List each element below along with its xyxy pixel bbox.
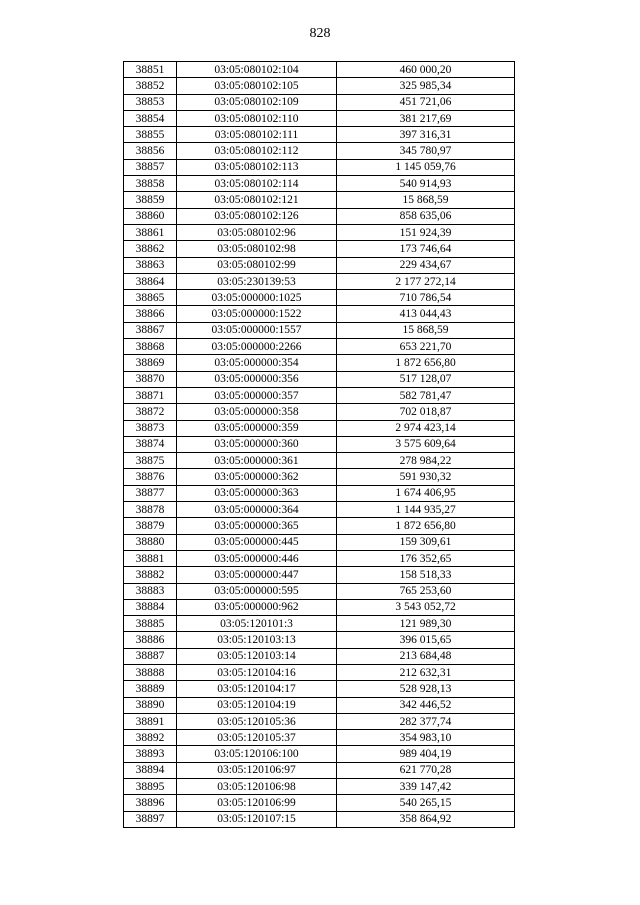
row-number-cell: 38862 bbox=[124, 241, 177, 257]
cadastral-number-cell: 03:05:000000:358 bbox=[177, 404, 337, 420]
table-row bbox=[124, 762, 515, 778]
cadastral-value-cell: 158 518,33 bbox=[337, 567, 515, 583]
cadastral-number-cell: 03:05:000000:595 bbox=[177, 583, 337, 599]
row-number-cell: 38872 bbox=[124, 404, 177, 420]
table-row bbox=[124, 664, 515, 680]
table-row bbox=[124, 420, 515, 436]
table-row bbox=[124, 208, 515, 224]
cadastral-value-cell: 381 217,69 bbox=[337, 110, 515, 126]
row-number-cell: 38871 bbox=[124, 387, 177, 403]
row-number-cell: 38897 bbox=[124, 811, 177, 827]
cadastral-number-cell: 03:05:120104:17 bbox=[177, 681, 337, 697]
cadastral-number-cell: 03:05:080102:99 bbox=[177, 257, 337, 273]
cadastral-value-cell: 121 989,30 bbox=[337, 616, 515, 632]
cadastral-number-cell: 03:05:080102:113 bbox=[177, 159, 337, 175]
cadastral-number-cell: 03:05:080102:98 bbox=[177, 241, 337, 257]
cadastral-number-cell: 03:05:080102:121 bbox=[177, 192, 337, 208]
cadastral-number-cell: 03:05:000000:359 bbox=[177, 420, 337, 436]
row-number-cell: 38859 bbox=[124, 192, 177, 208]
row-number-cell: 38896 bbox=[124, 795, 177, 811]
cadastral-value-cell: 710 786,54 bbox=[337, 290, 515, 306]
row-number-cell: 38861 bbox=[124, 224, 177, 240]
cadastral-value-cell: 451 721,06 bbox=[337, 94, 515, 110]
row-number-cell: 38854 bbox=[124, 110, 177, 126]
row-number-cell: 38882 bbox=[124, 567, 177, 583]
cadastral-value-cell: 2 974 423,14 bbox=[337, 420, 515, 436]
table-row bbox=[124, 616, 515, 632]
table-row bbox=[124, 730, 515, 746]
cadastral-number-cell: 03:05:000000:1557 bbox=[177, 322, 337, 338]
row-number-cell: 38863 bbox=[124, 257, 177, 273]
table-row bbox=[124, 404, 515, 420]
row-number-cell: 38857 bbox=[124, 159, 177, 175]
cadastral-number-cell: 03:05:080102:109 bbox=[177, 94, 337, 110]
table-row bbox=[124, 534, 515, 550]
row-number-cell: 38878 bbox=[124, 502, 177, 518]
cadastral-number-cell: 03:05:120104:16 bbox=[177, 664, 337, 680]
table-row bbox=[124, 469, 515, 485]
cadastral-value-cell: 1 145 059,76 bbox=[337, 159, 515, 175]
table-row bbox=[124, 159, 515, 175]
cadastral-number-cell: 03:05:000000:362 bbox=[177, 469, 337, 485]
cadastral-value-cell: 159 309,61 bbox=[337, 534, 515, 550]
table-row bbox=[124, 697, 515, 713]
cadastral-number-cell: 03:05:080102:104 bbox=[177, 62, 337, 78]
table-row bbox=[124, 795, 515, 811]
cadastral-value-cell: 354 983,10 bbox=[337, 730, 515, 746]
cadastral-number-cell: 03:05:000000:354 bbox=[177, 355, 337, 371]
table-row bbox=[124, 779, 515, 795]
cadastral-number-cell: 03:05:080102:112 bbox=[177, 143, 337, 159]
cadastral-value-cell: 591 930,32 bbox=[337, 469, 515, 485]
table-row bbox=[124, 192, 515, 208]
table-row bbox=[124, 436, 515, 452]
table-row bbox=[124, 632, 515, 648]
row-number-cell: 38864 bbox=[124, 273, 177, 289]
row-number-cell: 38856 bbox=[124, 143, 177, 159]
cadastral-number-cell: 03:05:000000:361 bbox=[177, 453, 337, 469]
row-number-cell: 38892 bbox=[124, 730, 177, 746]
cadastral-value-cell: 339 147,42 bbox=[337, 779, 515, 795]
cadastral-number-cell: 03:05:120106:97 bbox=[177, 762, 337, 778]
cadastral-value-cell: 229 434,67 bbox=[337, 257, 515, 273]
cadastral-value-cell: 151 924,39 bbox=[337, 224, 515, 240]
cadastral-number-cell: 03:05:000000:356 bbox=[177, 371, 337, 387]
cadastral-value-cell: 540 265,15 bbox=[337, 795, 515, 811]
row-number-cell: 38883 bbox=[124, 583, 177, 599]
row-number-cell: 38890 bbox=[124, 697, 177, 713]
page-number: 828 bbox=[309, 26, 331, 41]
table-row bbox=[124, 273, 515, 289]
cadastral-value-cell: 325 985,34 bbox=[337, 78, 515, 94]
cadastral-value-cell: 1 674 406,95 bbox=[337, 485, 515, 501]
cadastral-value-cell: 358 864,92 bbox=[337, 811, 515, 827]
cadastral-number-cell: 03:05:230139:53 bbox=[177, 273, 337, 289]
row-number-cell: 38858 bbox=[124, 176, 177, 192]
cadastral-value-cell: 989 404,19 bbox=[337, 746, 515, 762]
table-row bbox=[124, 681, 515, 697]
row-number-cell: 38860 bbox=[124, 208, 177, 224]
row-number-cell: 38881 bbox=[124, 550, 177, 566]
row-number-cell: 38873 bbox=[124, 420, 177, 436]
cadastral-value-cell: 3 575 609,64 bbox=[337, 436, 515, 452]
cadastral-number-cell: 03:05:000000:962 bbox=[177, 599, 337, 615]
cadastral-value-cell: 342 446,52 bbox=[337, 697, 515, 713]
table-row bbox=[124, 648, 515, 664]
table-row bbox=[124, 550, 515, 566]
row-number-cell: 38895 bbox=[124, 779, 177, 795]
row-number-cell: 38869 bbox=[124, 355, 177, 371]
row-number-cell: 38867 bbox=[124, 322, 177, 338]
cadastral-number-cell: 03:05:000000:447 bbox=[177, 567, 337, 583]
table-row bbox=[124, 176, 515, 192]
cadastral-value-cell: 653 221,70 bbox=[337, 339, 515, 355]
table-row bbox=[124, 322, 515, 338]
cadastral-value-cell: 15 868,59 bbox=[337, 192, 515, 208]
table-row bbox=[124, 110, 515, 126]
cadastral-number-cell: 03:05:080102:110 bbox=[177, 110, 337, 126]
cadastral-value-cell: 2 177 272,14 bbox=[337, 273, 515, 289]
cadastral-number-cell: 03:05:000000:365 bbox=[177, 518, 337, 534]
table-row bbox=[124, 127, 515, 143]
row-number-cell: 38853 bbox=[124, 94, 177, 110]
cadastral-value-cell: 413 044,43 bbox=[337, 306, 515, 322]
cadastral-value-cell: 397 316,31 bbox=[337, 127, 515, 143]
row-number-cell: 38868 bbox=[124, 339, 177, 355]
cadastral-number-cell: 03:05:000000:2266 bbox=[177, 339, 337, 355]
cadastral-number-cell: 03:05:000000:360 bbox=[177, 436, 337, 452]
cadastral-number-cell: 03:05:120104:19 bbox=[177, 697, 337, 713]
row-number-cell: 38894 bbox=[124, 762, 177, 778]
cadastral-number-cell: 03:05:000000:357 bbox=[177, 387, 337, 403]
cadastral-value-cell: 1 872 656,80 bbox=[337, 355, 515, 371]
cadastral-value-cell: 517 128,07 bbox=[337, 371, 515, 387]
row-number-cell: 38874 bbox=[124, 436, 177, 452]
table-row bbox=[124, 713, 515, 729]
row-number-cell: 38866 bbox=[124, 306, 177, 322]
cadastral-number-cell: 03:05:120106:98 bbox=[177, 779, 337, 795]
table-row bbox=[124, 387, 515, 403]
row-number-cell: 38893 bbox=[124, 746, 177, 762]
table-row bbox=[124, 371, 515, 387]
row-number-cell: 38887 bbox=[124, 648, 177, 664]
cadastral-number-cell: 03:05:120103:14 bbox=[177, 648, 337, 664]
cadastral-number-cell: 03:05:080102:111 bbox=[177, 127, 337, 143]
cadastral-number-cell: 03:05:000000:445 bbox=[177, 534, 337, 550]
row-number-cell: 38886 bbox=[124, 632, 177, 648]
cadastral-value-cell: 212 632,31 bbox=[337, 664, 515, 680]
cadastral-number-cell: 03:05:120103:13 bbox=[177, 632, 337, 648]
cadastral-value-cell: 173 746,64 bbox=[337, 241, 515, 257]
table-row bbox=[124, 746, 515, 762]
row-number-cell: 38851 bbox=[124, 62, 177, 78]
row-number-cell: 38870 bbox=[124, 371, 177, 387]
row-number-cell: 38865 bbox=[124, 290, 177, 306]
cadastral-value-cell: 3 543 052,72 bbox=[337, 599, 515, 615]
cadastral-number-cell: 03:05:120106:100 bbox=[177, 746, 337, 762]
cadastral-value-cell: 765 253,60 bbox=[337, 583, 515, 599]
cadastral-number-cell: 03:05:120101:3 bbox=[177, 616, 337, 632]
cadastral-value-cell: 582 781,47 bbox=[337, 387, 515, 403]
table-row bbox=[124, 290, 515, 306]
cadastral-number-cell: 03:05:000000:363 bbox=[177, 485, 337, 501]
cadastral-number-cell: 03:05:120106:99 bbox=[177, 795, 337, 811]
cadastral-number-cell: 03:05:080102:96 bbox=[177, 224, 337, 240]
row-number-cell: 38888 bbox=[124, 664, 177, 680]
table-row bbox=[124, 355, 515, 371]
cadastral-value-cell: 460 000,20 bbox=[337, 62, 515, 78]
row-number-cell: 38852 bbox=[124, 78, 177, 94]
table-row bbox=[124, 94, 515, 110]
table-row bbox=[124, 339, 515, 355]
table-row bbox=[124, 518, 515, 534]
row-number-cell: 38876 bbox=[124, 469, 177, 485]
cadastral-value-cell: 282 377,74 bbox=[337, 713, 515, 729]
cadastral-value-cell: 213 684,48 bbox=[337, 648, 515, 664]
row-number-cell: 38875 bbox=[124, 453, 177, 469]
table-row bbox=[124, 241, 515, 257]
cadastral-value-cell: 176 352,65 bbox=[337, 550, 515, 566]
row-number-cell: 38891 bbox=[124, 713, 177, 729]
row-number-cell: 38884 bbox=[124, 599, 177, 615]
table-row bbox=[124, 143, 515, 159]
cadastral-number-cell: 03:05:120107:15 bbox=[177, 811, 337, 827]
cadastral-value-cell: 15 868,59 bbox=[337, 322, 515, 338]
cadastral-value-cell: 1 144 935,27 bbox=[337, 502, 515, 518]
cadastral-value-cell: 528 928,13 bbox=[337, 681, 515, 697]
table-row bbox=[124, 567, 515, 583]
row-number-cell: 38885 bbox=[124, 616, 177, 632]
row-number-cell: 38889 bbox=[124, 681, 177, 697]
table-body bbox=[124, 62, 515, 828]
cadastral-value-cell: 621 770,28 bbox=[337, 762, 515, 778]
cadastral-number-cell: 03:05:000000:1025 bbox=[177, 290, 337, 306]
table-row bbox=[124, 306, 515, 322]
cadastral-number-cell: 03:05:000000:446 bbox=[177, 550, 337, 566]
cadastral-value-cell: 540 914,93 bbox=[337, 176, 515, 192]
cadastral-number-cell: 03:05:080102:105 bbox=[177, 78, 337, 94]
cadastral-number-cell: 03:05:080102:114 bbox=[177, 176, 337, 192]
cadastral-value-cell: 396 015,65 bbox=[337, 632, 515, 648]
table-row bbox=[124, 224, 515, 240]
cadastral-value-cell: 1 872 656,80 bbox=[337, 518, 515, 534]
table-row bbox=[124, 502, 515, 518]
cadastral-value-cell: 702 018,87 bbox=[337, 404, 515, 420]
row-number-cell: 38880 bbox=[124, 534, 177, 550]
table-row bbox=[124, 257, 515, 273]
cadastral-number-cell: 03:05:000000:364 bbox=[177, 502, 337, 518]
table-row bbox=[124, 485, 515, 501]
cadastral-value-cell: 278 984,22 bbox=[337, 453, 515, 469]
row-number-cell: 38855 bbox=[124, 127, 177, 143]
cadastral-value-cell: 858 635,06 bbox=[337, 208, 515, 224]
cadastral-number-cell: 03:05:000000:1522 bbox=[177, 306, 337, 322]
table-row bbox=[124, 599, 515, 615]
table-row bbox=[124, 811, 515, 827]
row-number-cell: 38877 bbox=[124, 485, 177, 501]
cadastral-value-cell: 345 780,97 bbox=[337, 143, 515, 159]
cadastral-number-cell: 03:05:080102:126 bbox=[177, 208, 337, 224]
table-row bbox=[124, 453, 515, 469]
table-row bbox=[124, 62, 515, 78]
cadastral-number-cell: 03:05:120105:37 bbox=[177, 730, 337, 746]
cadastral-number-cell: 03:05:120105:36 bbox=[177, 713, 337, 729]
row-number-cell: 38879 bbox=[124, 518, 177, 534]
table-row bbox=[124, 78, 515, 94]
cadastral-value-table bbox=[123, 61, 515, 828]
table-row bbox=[124, 583, 515, 599]
